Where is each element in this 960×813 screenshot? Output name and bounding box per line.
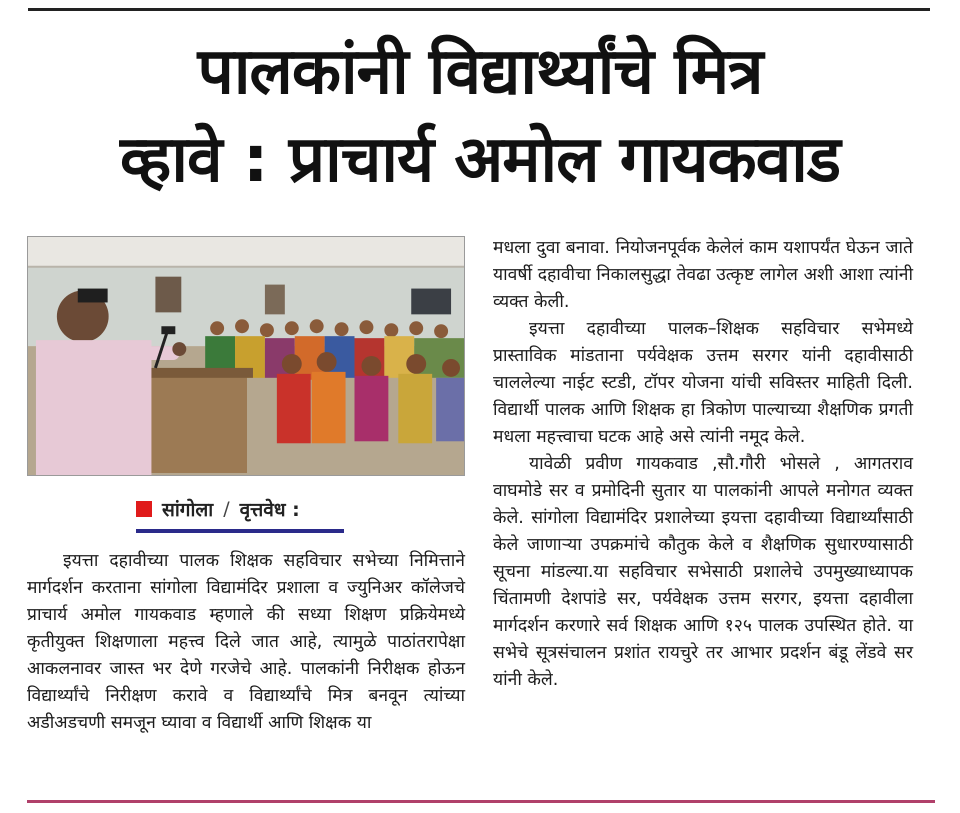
body-paragraph: यावेळी प्रवीण गायकवाड ,सौ.गौरी भोसले , आगतराव वाघमोडे सर व प्रमोदिनी सुतार या पालकांनी आपले मनोगत व्यक्त केले. सांगोला विद्यामंदिर प्रशालेच्या इयत्ता दहावीच्या विद्यार्थ्यांसाठी केले जाणाऱ्या उपक्रमांचे कौतुक केले व शैक्षणिक सुधारण्यासाठी सूचना मांडल्या.या सहविचार सभेसाठी प्रशालेचे उपमुख्याध्यापक चिंतामणी देशपांडे सर, पर्यवेक्षक उत्तम सरगर, इयत्ता दहावीला मार्गदर्शन करणारे सर्व शिक्षक आणि १२५ पालक उपस्थित होते. या सभेचे सूत्रसंचालन प्रशांत रायचुरे तर आभार प्रदर्शन बंडू लेंडवे सर यांनी केले.: [493, 454, 913, 690]
dateline-source: वृत्तवेध :: [239, 499, 300, 521]
top-rule: [28, 8, 930, 11]
classroom-photo: [28, 237, 464, 475]
headline: [20, 28, 940, 204]
article-photo: [27, 236, 465, 476]
dateline: [136, 496, 300, 522]
dateline-separator: /: [223, 498, 230, 520]
article-body-right-column: [493, 235, 913, 694]
article-body-left-column: [27, 548, 465, 737]
headline-line-2: व्हावे : प्राचार्य अमोल गायकवाड: [119, 123, 841, 197]
body-paragraph: इयत्ता दहावीच्या पालक शिक्षक सहविचार सभेच्या निमित्ताने मार्गदर्शन करताना सांगोला विद्यामंदिर प्रशाला व ज्युनिअर कॉलेजचे प्राचार्य अमोल गायकवाड म्हणाले की सध्या शिक्षण प्रक्रियेमध्ये कृतीयुक्त शिक्षणाला महत्त्व दिले जात आहे, त्यामुळे पाठांतरापेक्षा आकलनावर जास्त भर देणे गरजेचे आहे. पालकांनी निरीक्षक होऊन विद्यार्थ्यांचे निरीक्षण करावे व विद्यार्थ्यांचे मित्र बनवून त्यांच्या अडीअडचणी समजून घ्यावा व विद्यार्थी आणि शिक्षक या: [27, 551, 465, 733]
dateline-underline: [136, 529, 344, 533]
red-square-icon: [136, 501, 152, 517]
body-paragraph: इयत्ता दहावीच्या पालक–शिक्षक सहविचार सभेमध्ये प्रास्ताविक मांडताना पर्यवेक्षक उत्तम सरगर यांनी दहावीसाठी चाललेल्या नाईट स्टडी, टॉपर योजना यांची सविस्तर माहिती दिली. विद्यार्थी पालक आणि शिक्षक हा त्रिकोण पाल्याच्या शैक्षणिक प्रगती मधला महत्त्वाचा घटक आहे असे त्यांनी नमूद केले.: [493, 319, 913, 447]
bottom-rule: [27, 800, 935, 813]
body-paragraph: मधला दुवा बनावा. नियोजनपूर्वक केलेलं काम यशापर्यंत घेऊन जाते यावर्षी दहावीचा निकालसुद्धा तेवढा उत्कृष्ट लागेल अशी आशा त्यांनी व्यक्त केली.: [493, 238, 913, 312]
headline-line-1: पालकांनी विद्यार्थ्यांचे मित्र: [197, 35, 763, 109]
dateline-place: सांगोला: [162, 499, 214, 521]
